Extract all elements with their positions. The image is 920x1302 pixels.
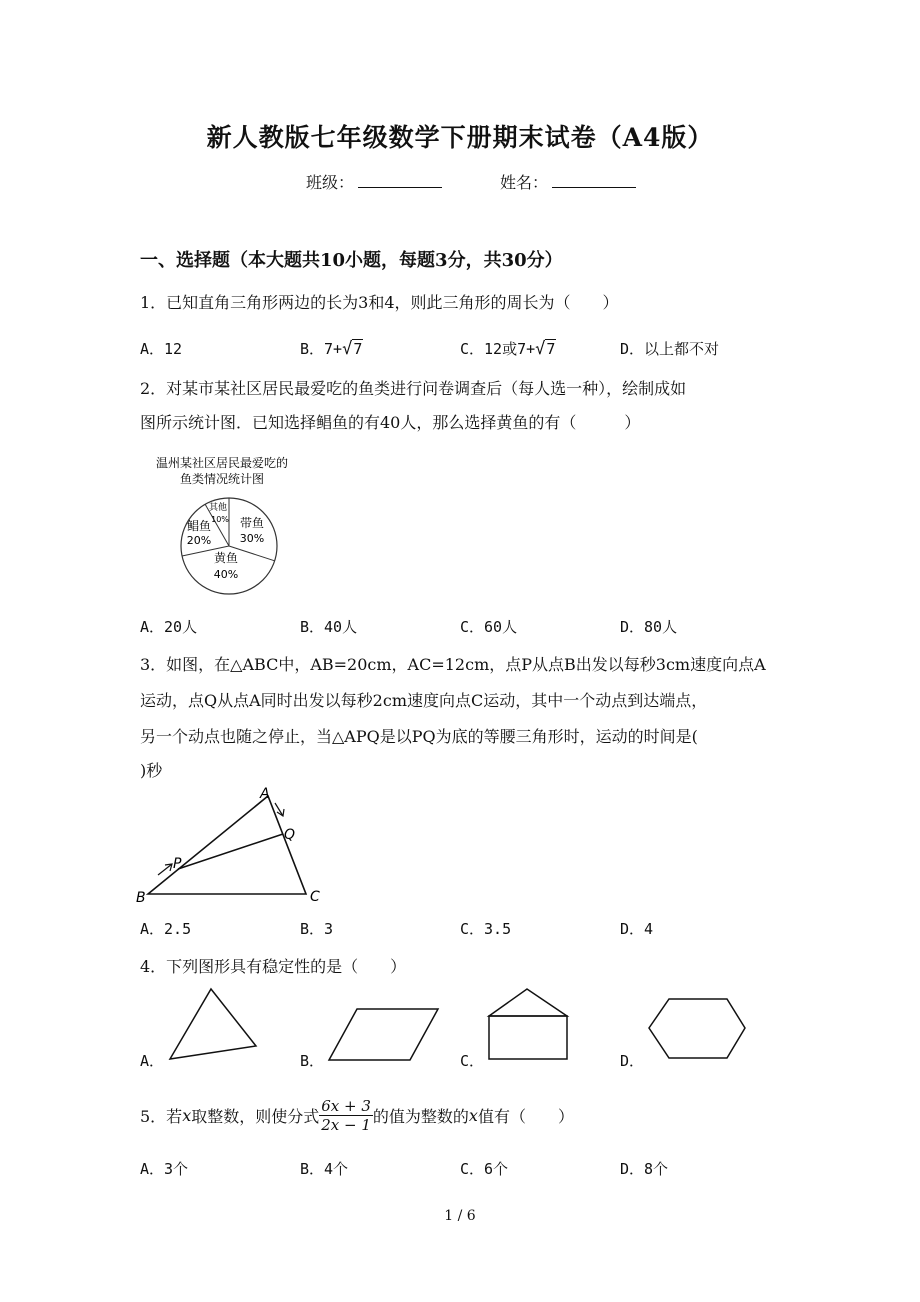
q5-prefix: 5．若	[140, 1106, 183, 1126]
triangle-figure	[132, 782, 332, 907]
vertex-a-label: A	[260, 786, 270, 802]
house-body	[489, 1016, 567, 1059]
question-2-line-1: 2．对某市某社区居民最爱吃的鱼类进行问卷调查后（每人选一种），绘制成如	[140, 379, 687, 398]
slice-pct-changyu: 20%	[186, 534, 212, 547]
slice-label-changyu: 鲳鱼	[186, 519, 212, 533]
slice-pct-daiyu: 30%	[239, 532, 265, 545]
point-q-label: Q	[284, 827, 296, 843]
sqrt-symbol: √	[535, 339, 546, 359]
vertex-b-label: B	[136, 890, 146, 906]
chart-title-line-1: 温州某社区居民最爱吃的	[155, 456, 289, 470]
q5-suffix-1: 的值为整数的	[372, 1106, 469, 1126]
chart-title-line-2: 鱼类情况统计图	[179, 472, 265, 486]
q2-option-d: D．80人	[620, 618, 678, 636]
shape-house	[485, 985, 575, 1065]
class-field	[306, 170, 442, 193]
q3-option-d: D．4	[620, 920, 654, 938]
q3-option-b: B．3	[300, 920, 334, 938]
q5-mid: 取整数，则使分式	[191, 1106, 320, 1126]
name-label: 姓名：	[500, 173, 549, 192]
page-number: 1 / 6	[444, 1208, 476, 1224]
point-p-label: P	[173, 856, 182, 872]
q1-option-b-radicand: 7	[353, 340, 363, 358]
vertex-c-label: C	[310, 889, 320, 905]
q1-option-c-radicand: 7	[546, 340, 556, 358]
house-roof	[489, 989, 567, 1016]
q1-option-d: D．以上都不对	[620, 340, 720, 358]
sqrt-symbol: √	[342, 339, 353, 359]
page-title: 新人教版七年级数学下册期末试卷（A4版）	[206, 123, 714, 152]
slice-label-other: 其他	[208, 503, 228, 513]
pie-chart	[140, 450, 320, 600]
section-heading: 一、选择题（本大题共10小题，每题3分，共30分）	[140, 250, 563, 271]
q1-option-c-prefix: C．12或7+	[460, 340, 536, 358]
segment-pq	[178, 834, 283, 869]
hexagon-shape	[649, 999, 745, 1058]
question-3-line-1: 3．如图，在△ABC中，AB=20cm，AC=12cm，点P从点B出发以每秒3cm速度向点A	[140, 655, 766, 674]
q1-option-c	[460, 338, 556, 359]
triangle-abc	[148, 796, 306, 894]
class-label: 班级：	[306, 173, 355, 192]
q1-option-b	[300, 338, 363, 359]
slice-label-daiyu: 带鱼	[239, 516, 265, 530]
name-blank	[552, 173, 636, 188]
question-4: 4．下列图形具有稳定性的是（ ）	[140, 957, 407, 976]
question-3-line-2: 运动，点Q从点A同时出发以每秒2cm速度向点C运动，其中一个动点到达端点，	[140, 691, 708, 710]
question-5	[140, 1090, 574, 1140]
shape-hexagon	[645, 995, 750, 1065]
q5-option-a: A．3个	[140, 1160, 189, 1178]
q4-option-a: A．	[140, 1052, 165, 1070]
q4-option-d: D．	[620, 1052, 645, 1070]
q1-option-a: A．12	[140, 340, 183, 358]
fraction	[319, 1097, 373, 1134]
q4-option-b: B．	[300, 1052, 325, 1070]
shape-parallelogram	[324, 1005, 444, 1065]
q5-suffix-2: 值有（ ）	[477, 1106, 574, 1126]
q3-option-a: A．2.5	[140, 920, 192, 938]
q5-var-2: x	[468, 1105, 478, 1125]
q5-var: x	[182, 1105, 192, 1125]
slice-label-huangyu: 黄鱼	[213, 551, 239, 565]
q3-option-c: C．3.5	[460, 920, 512, 938]
triangle-shape	[170, 989, 256, 1059]
q5-option-d: D．8个	[620, 1160, 669, 1178]
q5-option-b: B．4个	[300, 1160, 349, 1178]
question-3-line-3: 另一个动点也随之停止，当△APQ是以PQ为底的等腰三角形时，运动的时间是(	[140, 727, 698, 746]
slice-pct-other: 10%	[211, 515, 229, 524]
question-3-line-4: )秒	[140, 761, 163, 780]
question-2-line-2: 图所示统计图．已知选择鲳鱼的有40人，那么选择黄鱼的有（ ）	[140, 413, 641, 432]
question-1: 1．已知直角三角形两边的长为3和4，则此三角形的周长为（ ）	[140, 293, 619, 312]
shape-triangle	[164, 985, 264, 1065]
name-field	[500, 170, 636, 193]
fraction-denominator: 2x − 1	[321, 1115, 371, 1134]
q2-option-c: C．60人	[460, 618, 518, 636]
q4-option-c: C．	[460, 1052, 485, 1070]
slice-pct-huangyu: 40%	[213, 568, 239, 581]
q5-option-c: C．6个	[460, 1160, 509, 1178]
fraction-numerator: 6x + 3	[321, 1096, 371, 1115]
q1-option-b-prefix: B．7+	[300, 340, 343, 358]
class-blank	[358, 173, 442, 188]
parallelogram-shape	[329, 1009, 438, 1060]
q2-option-a: A．20人	[140, 618, 198, 636]
q2-option-b: B．40人	[300, 618, 358, 636]
